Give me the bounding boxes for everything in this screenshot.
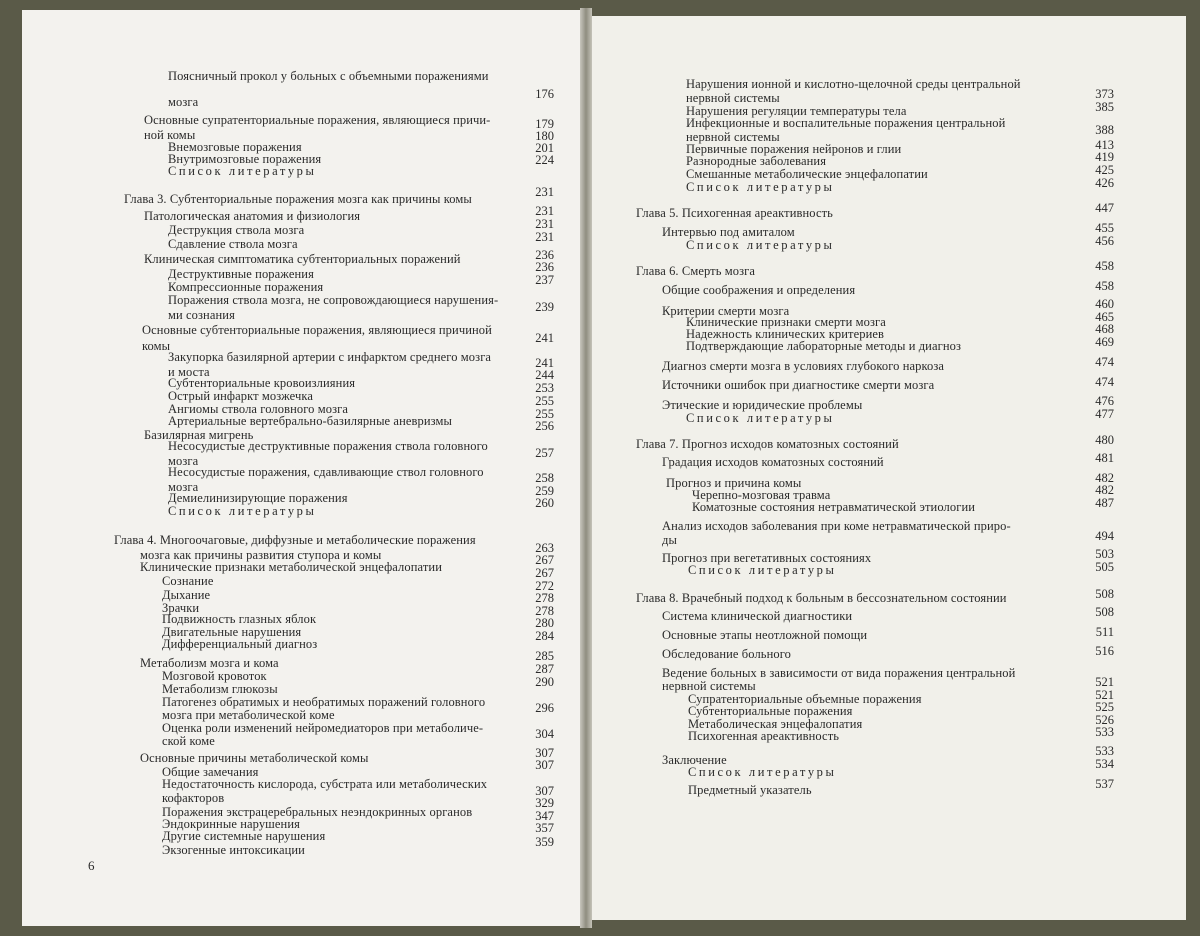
toc-page-number: 474 [1095,355,1114,369]
toc-entry: Другие системные нарушения [162,829,326,843]
toc-entry: Внемозговые поражения [168,140,302,154]
toc-page-number: 533 [1095,725,1114,739]
toc-entry: Психогенная ареактивность [688,729,840,743]
toc-entry: мозга как причины развития ступора и комы [140,548,382,562]
toc-page-number: 179 [535,117,554,131]
toc-entry: Основные супратенториальные поражения, являющиеся причи- [144,113,491,127]
toc-page-number: 508 [1095,587,1114,601]
toc-entry: Закупорка базилярной артерии с инфарктом среднего мозга [168,350,492,364]
toc-page-number: 296 [535,701,554,715]
toc-page-number: 521 [1095,688,1114,702]
toc-entry: Система клинической диагностики [662,609,853,623]
toc-entry: Общие замечания [162,765,259,779]
toc-entry: Глава 8. Врачебный подход к больным в бессознательном состоянии [636,591,1007,605]
left-page [22,10,584,926]
toc-page-number: 307 [535,784,554,798]
toc-entry: Основные субтенториальные поражения, являющиеся причиной [142,323,492,337]
toc-page-number: 425 [1095,163,1114,177]
toc-entry: Критерии смерти мозга [662,304,790,318]
toc-entry: мозга [168,95,199,109]
toc-page-number: 503 [1095,547,1114,561]
toc-entry: Глава 7. Прогноз исходов коматозных состояний [636,437,899,451]
toc-entry: Список литературы [688,563,837,577]
toc-page-number: 373 [1095,87,1114,101]
toc-entry: Клинические признаки смерти мозга [686,315,886,329]
toc-entry: Список литературы [688,765,837,779]
toc-page-number: 481 [1095,451,1114,465]
toc-page-number: 255 [535,394,554,408]
toc-entry: нервной системы [686,91,780,105]
toc-page-number: 258 [535,471,554,485]
toc-page-number: 458 [1095,259,1114,273]
toc-page-number: 469 [1095,335,1114,349]
toc-entry: нервной системы [686,130,780,144]
toc-entry: Список литературы [686,238,835,252]
toc-entry: Патогенез обратимых и необратимых поражений головного [162,695,486,709]
toc-page-number: 284 [535,629,554,643]
toc-page-number: 476 [1095,394,1114,408]
toc-entry: Ангиомы ствола головного мозга [168,402,348,416]
toc-entry: Список литературы [168,504,317,518]
toc-page-number: 180 [535,129,554,143]
toc-page-number: 359 [535,835,554,849]
toc-entry: Супратенториальные объемные поражения [688,692,922,706]
toc-page-number: 505 [1095,560,1114,574]
toc-entry: и моста [168,365,210,379]
toc-page-number: 253 [535,381,554,395]
toc-entry: комы [142,339,171,353]
toc-entry: Несосудистые деструктивные поражения ствола головного [168,439,488,453]
toc-entry: Список литературы [168,164,317,178]
toc-page-number: 482 [1095,483,1114,497]
right-page [588,16,1186,920]
toc-page-number: 267 [535,553,554,567]
toc-entry: Острый инфаркт мозжечка [168,389,314,403]
toc-entry: Смешанные метаболические энцефалопатии [686,167,928,181]
page-folio: 6 [88,858,95,873]
toc-entry: Поясничный прокол у больных с объемными поражениями [168,69,489,83]
toc-entry: Прогноз и причина комы [666,476,802,490]
toc-entry: Деструкция ствола мозга [168,223,305,237]
toc-page-number: 241 [535,356,554,370]
toc-page-number: 278 [535,604,554,618]
toc-page-number: 413 [1095,138,1114,152]
toc-entry: Артериальные вертебрально-базилярные аневризмы [168,414,453,428]
toc-entry: Базилярная мигрень [144,428,254,442]
toc-entry: Двигательные нарушения [162,625,302,639]
toc-entry: Прогноз при вегетативных состояниях [662,551,872,565]
toc-page-number: 447 [1095,201,1114,215]
toc-page-number: 176 [535,87,554,101]
toc-page-number: 521 [1095,675,1114,689]
toc-entry: Интервью под амиталом [662,225,795,239]
toc-entry: Недостаточность кислорода, субстрата или метаболических [162,777,488,791]
toc-entry: Сознание [162,574,214,588]
toc-entry: Глава 6. Смерть мозга [636,264,756,278]
toc-entry: ми сознания [168,308,235,322]
toc-page-number: 419 [1095,150,1114,164]
toc-entry: Анализ исходов заболевания при коме нетравматической приро- [662,519,1011,533]
toc-page-number: 280 [535,616,554,630]
toc-entry: Первичные поражения нейронов и глии [686,142,902,156]
toc-page-number: 460 [1095,297,1114,311]
toc-page-number: 244 [535,368,554,382]
toc-page-number: 329 [535,796,554,810]
toc-page-number: 267 [535,566,554,580]
toc-page-number: 480 [1095,433,1114,447]
toc-page-number: 285 [535,649,554,663]
toc-page-number: 239 [535,300,554,314]
toc-entry: Источники ошибок при диагностике смерти мозга [662,378,935,392]
toc-entry: Метаболизм мозга и кома [140,656,279,670]
toc-page-number: 534 [1095,757,1114,771]
toc-entry: Внутримозговые поражения [168,152,322,166]
toc-page-number: 236 [535,260,554,274]
toc-entry: Демиелинизирующие поражения [168,491,348,505]
toc-entry: Мозговой кровоток [162,669,267,683]
toc-page-number: 231 [535,230,554,244]
toc-page-number: 456 [1095,234,1114,248]
toc-entry: мозга при метаболической коме [162,708,335,722]
toc-entry: Подвижность глазных яблок [162,612,317,626]
toc-entry: Диагноз смерти мозга в условиях глубокого наркоза [662,359,945,373]
toc-page-number: 474 [1095,375,1114,389]
toc-entry: Клинические признаки метаболической энцефалопатии [140,560,443,574]
toc-entry: Поражения ствола мозга, не сопровождающиеся нарушения- [168,293,499,307]
toc-entry: Основные причины метаболической комы [140,751,369,765]
toc-page-number: 388 [1095,123,1114,137]
toc-page-number: 257 [535,446,554,460]
toc-entry: Сдавление ствола мозга [168,237,298,251]
toc-entry: Несосудистые поражения, сдавливающие ствол головного [168,465,484,479]
toc-page-number: 508 [1095,605,1114,619]
toc-page-number: 455 [1095,221,1114,235]
toc-entry: Заключение [662,753,727,767]
toc-entry: Нарушения регуляции температуры тела [686,104,907,118]
toc-entry: Предметный указатель [688,783,812,797]
toc-entry: Субтенториальные поражения [688,704,853,718]
toc-entry: Нарушения ионной и кислотно-щелочной среды центральной [686,77,1021,91]
toc-page-number: 347 [535,809,554,823]
toc-entry: Список литературы [686,411,835,425]
toc-entry: Глава 5. Психогенная ареактивность [636,206,833,220]
toc-page-number: 272 [535,579,554,593]
toc-entry: Деструктивные поражения [168,267,314,281]
toc-entry: Ведение больных в зависимости от вида поражения центральной [662,666,1016,680]
toc-page-number: 307 [535,746,554,760]
toc-entry: Глава 3. Субтенториальные поражения мозга как причины комы [124,192,472,206]
toc-page-number: 526 [1095,713,1114,727]
toc-page-number: 263 [535,541,554,555]
toc-entry: мозга [168,480,199,494]
toc-entry: нервной системы [662,679,756,693]
toc-page-number: 231 [535,204,554,218]
toc-page-number: 236 [535,248,554,262]
toc-page-number: 494 [1095,529,1114,543]
toc-page-number: 307 [535,758,554,772]
toc-entry: Поражения экстрацеребральных неэндокринных органов [162,805,473,819]
toc-entry: Зрачки [162,601,200,615]
toc-page-number: 201 [535,141,554,155]
toc-entry: Подтверждающие лабораторные методы и диагноз [686,339,962,353]
toc-entry: Метаболизм глюкозы [162,682,278,696]
toc-page-number: 482 [1095,471,1114,485]
toc-page-number: 426 [1095,176,1114,190]
toc-entry: Общие соображения и определения [662,283,856,297]
toc-page-number: 231 [535,185,554,199]
toc-entry: Черепно-мозговая травма [692,488,831,502]
toc-entry: мозга [168,454,199,468]
toc-page-number: 287 [535,662,554,676]
toc-page-number: 516 [1095,644,1114,658]
toc-page-number: 260 [535,496,554,510]
toc-entry: Обследование больного [662,647,791,661]
toc-page-number: 357 [535,821,554,835]
toc-page-number: 487 [1095,496,1114,510]
toc-page-number: 385 [1095,100,1114,114]
toc-entry: ной комы [144,128,196,142]
toc-page-number: 468 [1095,322,1114,336]
toc-entry: Экзогенные интоксикации [162,843,305,857]
toc-entry: Компрессионные поражения [168,280,324,294]
toc-page-number: 304 [535,727,554,741]
toc-entry: Патологическая анатомия и физиология [144,209,361,223]
toc-page-number: 256 [535,419,554,433]
toc-page-number: 278 [535,591,554,605]
toc-page-number: 537 [1095,777,1114,791]
toc-entry: Дифференциальный диагноз [162,637,318,651]
toc-entry: Метаболическая энцефалопатия [688,717,863,731]
toc-page-number: 224 [535,153,554,167]
toc-entry: Субтенториальные кровоизлияния [168,376,356,390]
toc-entry: Клиническая симптоматика субтенториальных поражений [144,252,461,266]
toc-page-number: 458 [1095,279,1114,293]
toc-page-number: 465 [1095,310,1114,324]
toc-page-number: 259 [535,484,554,498]
toc-page-number: 237 [535,273,554,287]
toc-entry: Градация исходов коматозных состояний [662,455,884,469]
toc-entry: Оценка роли изменений нейромедиаторов при метаболиче- [162,721,484,735]
toc-page-number: 241 [535,331,554,345]
toc-entry: ды [662,533,677,547]
toc-page-number: 255 [535,407,554,421]
toc-page-number: 231 [535,217,554,231]
toc-entry: ской коме [162,734,215,748]
toc-page-number: 511 [1095,625,1114,639]
toc-entry: Эндокринные нарушения [162,817,300,831]
toc-entry: Этические и юридические проблемы [662,398,863,412]
toc-entry: Разнородные заболевания [686,154,827,168]
toc-page-number: 290 [535,675,554,689]
toc-page-number: 525 [1095,700,1114,714]
toc-entry: Глава 4. Многоочаговые, диффузные и метаболические поражения [114,533,476,547]
toc-entry: Коматозные состояния нетравматической этиологии [692,500,976,514]
toc-page-number: 477 [1095,407,1114,421]
toc-entry: Основные этапы неотложной помощи [662,628,868,642]
toc-entry: Список литературы [686,180,835,194]
toc-entry: Дыхание [162,588,211,602]
toc-entry: Инфекционные и воспалительные поражения центральной [686,116,1006,130]
toc-page-number: 533 [1095,744,1114,758]
toc-entry: Надежность клинических критериев [686,327,885,341]
book-gutter [580,8,592,928]
toc-entry: кофакторов [162,791,225,805]
